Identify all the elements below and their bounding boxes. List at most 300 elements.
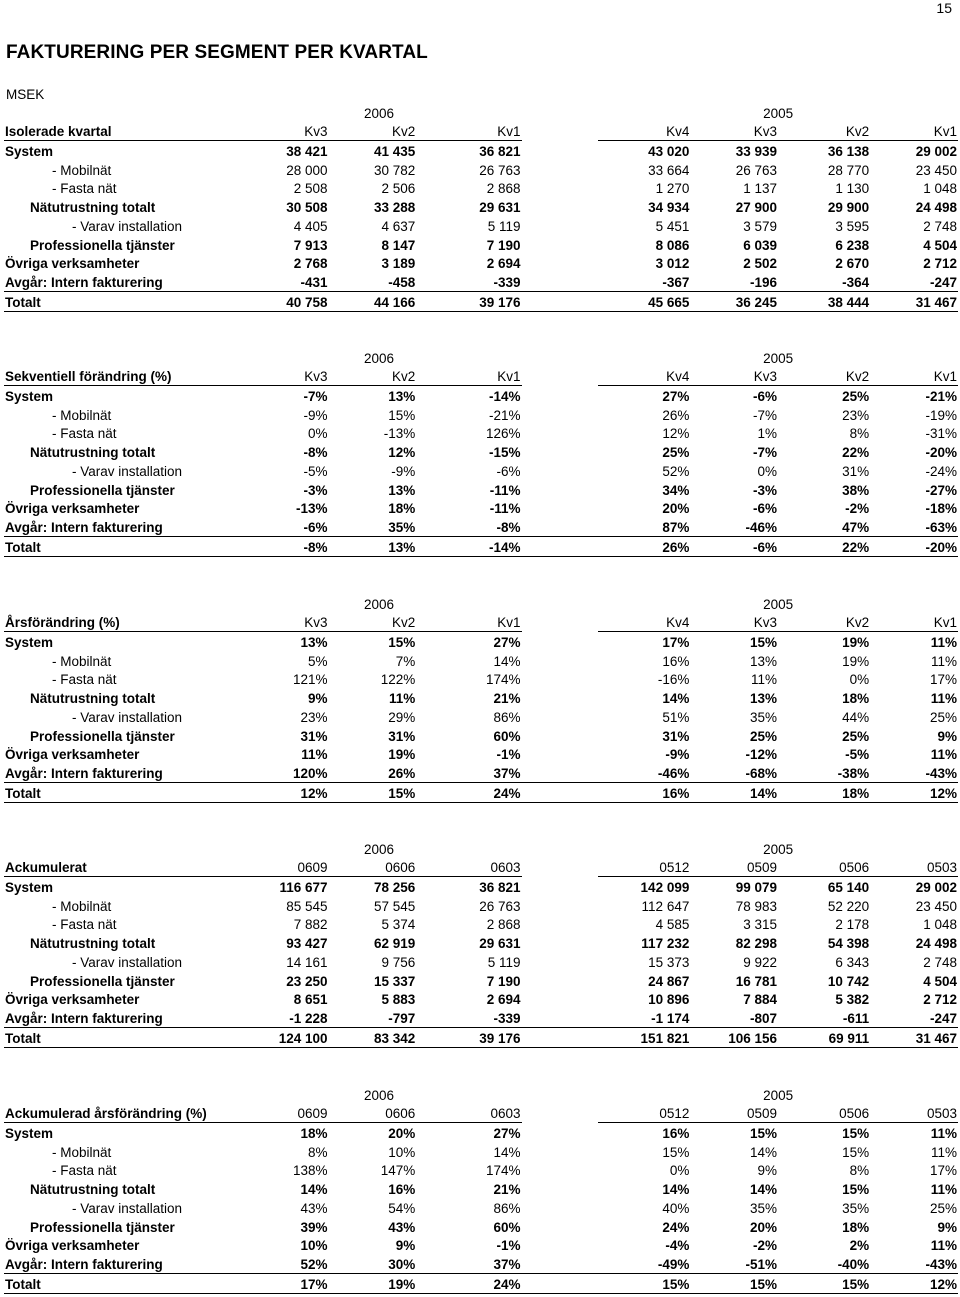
table-row	[4, 179, 958, 198]
row-gap	[522, 291, 599, 311]
column-header: Kv3	[690, 367, 778, 386]
row-gap	[522, 1142, 599, 1161]
row-gap	[522, 782, 599, 802]
row-value: 14 161	[286, 954, 328, 970]
row-value: 3 579	[743, 218, 778, 234]
row-value: 12%	[236, 782, 328, 802]
row-value: 21%	[493, 691, 521, 707]
row-value: 18%	[388, 501, 416, 517]
row-value: 117 232	[641, 936, 690, 952]
row-value: -49%	[657, 1256, 690, 1272]
header-label: Isolerade kvartal	[4, 122, 236, 141]
row-gap	[522, 141, 599, 160]
row-value: 3 315	[743, 917, 778, 933]
row-value: 15%	[842, 1126, 870, 1142]
row-gap	[522, 670, 599, 689]
row-value: 26 763	[479, 162, 521, 178]
row-value: -3%	[753, 482, 778, 498]
row-value: -2%	[845, 501, 870, 517]
row-value: 17%	[929, 1163, 957, 1179]
column-header: Kv3	[236, 613, 328, 632]
row-value: 13%	[329, 536, 417, 556]
row-value: 9%	[937, 728, 957, 744]
row-value: -40%	[837, 1256, 870, 1272]
row-value: 124 100	[236, 1027, 328, 1047]
row-value: 25%	[750, 728, 778, 744]
row-gap	[522, 254, 599, 273]
row-value: 41 435	[373, 144, 416, 160]
row-value: 120%	[293, 765, 328, 781]
row-value: -14%	[489, 389, 521, 405]
table-row	[4, 461, 958, 480]
column-header: Kv1	[416, 122, 521, 141]
row-value: 86%	[493, 1200, 521, 1216]
row-value: 16%	[598, 782, 690, 802]
row-value: 2 868	[486, 917, 521, 933]
row-value: 15%	[598, 1273, 690, 1293]
row-value: 4 504	[923, 237, 957, 253]
row-value: -1%	[496, 1238, 521, 1254]
row-value: 15%	[388, 407, 416, 423]
column-header: 0606	[329, 1104, 417, 1123]
row-gap	[522, 707, 599, 726]
table-isolerade	[4, 103, 958, 312]
row-value: 27%	[493, 1126, 521, 1142]
row-gap	[522, 216, 599, 235]
row-value: 78 983	[735, 898, 778, 914]
row-label: System	[5, 880, 54, 896]
row-gap	[522, 952, 599, 971]
row-value: 43 020	[648, 144, 690, 160]
row-value: -15%	[489, 445, 521, 461]
row-label: Professionella tjänster	[30, 728, 175, 744]
row-value: -6%	[753, 389, 778, 405]
row-value: 2 748	[923, 954, 957, 970]
row-gap	[522, 272, 599, 291]
table-row	[4, 499, 958, 518]
row-value: -7%	[753, 445, 778, 461]
row-label: Nätutrustning totalt	[30, 1182, 156, 1198]
row-value: 31 467	[870, 1027, 958, 1047]
row-value: 47%	[842, 519, 870, 535]
table-row	[4, 915, 958, 934]
row-gap	[522, 1273, 599, 1293]
year-label-2006: 2006	[363, 105, 394, 121]
row-value: -3%	[303, 482, 328, 498]
row-value: 1 270	[655, 181, 690, 197]
row-label: Avgår: Intern fakturering	[5, 1010, 163, 1026]
row-value: 26 763	[479, 898, 521, 914]
row-value: 29 002	[915, 880, 957, 896]
column-header: Kv4	[598, 122, 690, 141]
row-value: -8%	[496, 519, 521, 535]
row-label: - Fasta nät	[52, 917, 117, 933]
row-value: 11%	[930, 1144, 957, 1160]
row-value: 15 373	[648, 954, 690, 970]
table-row	[4, 405, 958, 424]
row-label: System	[5, 389, 54, 405]
row-label: - Varav installation	[72, 218, 183, 234]
row-value: 82 298	[735, 936, 778, 952]
row-gap	[522, 933, 599, 952]
row-value: 39 176	[416, 291, 521, 311]
row-value: 3 012	[655, 256, 690, 272]
row-value: 5 883	[381, 992, 416, 1008]
row-label: - Fasta nät	[52, 1163, 117, 1179]
row-value: 11%	[751, 672, 778, 688]
row-value: -7%	[303, 389, 328, 405]
row-gap	[522, 1123, 599, 1142]
row-value: 14%	[493, 653, 521, 669]
row-value: 22%	[778, 536, 870, 556]
row-label: System	[5, 1126, 54, 1142]
row-value: 19%	[329, 1273, 417, 1293]
row-value: 24%	[662, 1219, 690, 1235]
row-gap	[522, 1027, 599, 1047]
column-header: Kv4	[598, 613, 690, 632]
column-header: Kv1	[870, 613, 958, 632]
row-value: 26%	[662, 407, 690, 423]
row-value: 8 651	[293, 992, 328, 1008]
row-value: 43%	[300, 1200, 328, 1216]
row-label: Avgår: Intern fakturering	[5, 1256, 163, 1272]
row-gap	[522, 1008, 599, 1027]
table-row	[4, 141, 958, 160]
row-value: -2%	[753, 1238, 778, 1254]
row-gap	[522, 745, 599, 764]
column-header: 0509	[690, 1104, 778, 1123]
row-value: 17%	[236, 1273, 328, 1293]
column-header: Kv1	[870, 122, 958, 141]
row-label: - Varav installation	[72, 1200, 183, 1216]
row-label: - Fasta nät	[52, 426, 117, 442]
row-value: 126%	[485, 426, 521, 442]
row-value: 5 374	[381, 917, 416, 933]
row-value: 60%	[493, 1219, 521, 1235]
row-value: 8%	[849, 1163, 870, 1179]
row-label: Övriga verksamheter	[5, 1238, 140, 1254]
row-value: 38 444	[778, 291, 870, 311]
row-value: 31%	[662, 728, 690, 744]
row-label: Professionella tjänster	[30, 482, 175, 498]
year-gap	[522, 348, 599, 367]
row-value: 5%	[308, 653, 328, 669]
header-gap	[522, 613, 599, 632]
row-value: -367	[662, 274, 690, 290]
row-value: -9%	[665, 747, 690, 763]
column-header: Kv2	[329, 367, 417, 386]
row-value: -19%	[925, 407, 957, 423]
row-value: -247	[929, 274, 957, 290]
row-value: 2 502	[743, 256, 778, 272]
column-header: 0603	[416, 1104, 521, 1123]
row-value: -68%	[745, 765, 778, 781]
year-spacer	[4, 594, 236, 613]
row-gap	[522, 179, 599, 198]
table-row	[4, 480, 958, 499]
row-value: 26 763	[735, 162, 778, 178]
row-value: 12%	[388, 445, 416, 461]
row-value: 36 821	[479, 144, 521, 160]
row-value: 10%	[300, 1238, 328, 1254]
row-gap	[522, 197, 599, 216]
row-value: -24%	[925, 463, 957, 479]
row-value: 31%	[842, 463, 870, 479]
row-value: 14%	[750, 1182, 778, 1198]
year-gap	[522, 1085, 599, 1104]
row-value: 43%	[388, 1219, 416, 1235]
table-row	[4, 197, 958, 216]
row-value: 11%	[930, 747, 957, 763]
table-ack-arsforandring	[4, 1085, 958, 1294]
row-value: 151 821	[598, 1027, 690, 1047]
row-value: 16%	[662, 1126, 690, 1142]
row-value: 0%	[849, 672, 870, 688]
table-row	[4, 1217, 958, 1236]
table-row	[4, 1027, 958, 1047]
row-label: Totalt	[4, 1027, 236, 1047]
row-value: 44 166	[329, 291, 417, 311]
row-value: -43%	[925, 765, 957, 781]
row-label: - Fasta nät	[52, 672, 117, 688]
row-value: 21%	[493, 1182, 521, 1198]
row-value: 40 758	[236, 291, 328, 311]
row-value: 18%	[300, 1126, 328, 1142]
row-value: -21%	[489, 407, 521, 423]
row-value: 11%	[388, 691, 416, 707]
row-value: -9%	[303, 407, 328, 423]
row-gap	[522, 688, 599, 707]
year-label-2006: 2006	[363, 841, 394, 857]
row-gap	[522, 160, 599, 179]
table-row	[4, 1273, 958, 1293]
row-value: 5 119	[487, 218, 521, 234]
row-value: 6 238	[835, 237, 870, 253]
table-row	[4, 933, 958, 952]
row-value: 17%	[929, 672, 957, 688]
row-value: 5 451	[655, 218, 690, 234]
row-value: 37%	[493, 1256, 521, 1272]
table-row	[4, 1008, 958, 1027]
row-value: -13%	[296, 501, 328, 517]
column-header: 0512	[598, 1104, 690, 1123]
table-row	[4, 782, 958, 802]
table-row	[4, 272, 958, 291]
column-header: Kv2	[778, 122, 870, 141]
row-gap	[522, 386, 599, 405]
table-row	[4, 1236, 958, 1255]
header-label: Ackumulerat	[4, 858, 236, 877]
row-value: 15%	[842, 1182, 870, 1198]
row-value: 1 048	[923, 181, 957, 197]
row-value: 23 450	[915, 162, 957, 178]
row-value: 29%	[388, 709, 416, 725]
column-header: Kv1	[416, 613, 521, 632]
row-gap	[522, 235, 599, 254]
row-value: 31%	[388, 728, 416, 744]
row-value: 2 508	[293, 181, 328, 197]
row-value: 116 677	[279, 880, 328, 896]
row-gap	[522, 461, 599, 480]
year-label-2005: 2005	[763, 105, 794, 121]
table-row	[4, 726, 958, 745]
row-gap	[522, 896, 599, 915]
year-spacer	[4, 348, 236, 367]
row-value: 12%	[870, 1273, 958, 1293]
table-row	[4, 651, 958, 670]
row-gap	[522, 1198, 599, 1217]
row-value: 2 178	[835, 917, 870, 933]
row-value: -1 174	[651, 1010, 690, 1026]
row-value: -5%	[303, 463, 328, 479]
row-value: 2 748	[923, 218, 957, 234]
row-value: 40%	[662, 1200, 690, 1216]
row-value: 51%	[662, 709, 690, 725]
row-value: 52%	[300, 1256, 328, 1272]
column-header: 0503	[870, 858, 958, 877]
year-label-2006: 2006	[363, 1087, 394, 1103]
header-row	[4, 122, 958, 141]
row-value: 2 694	[486, 256, 521, 272]
row-value: 15%	[750, 635, 778, 651]
row-value: -18%	[925, 501, 957, 517]
row-value: 7 190	[486, 237, 521, 253]
row-value: 138%	[293, 1163, 328, 1179]
row-value: 15%	[778, 1273, 870, 1293]
row-label: - Mobilnät	[52, 898, 112, 914]
row-label: - Mobilnät	[52, 162, 112, 178]
row-value: -797	[388, 1010, 416, 1026]
row-value: 23 250	[286, 973, 328, 989]
header-label: Årsförändring (%)	[4, 613, 236, 632]
row-value: 20%	[388, 1126, 416, 1142]
row-value: 27%	[662, 389, 690, 405]
row-value: 16%	[662, 653, 690, 669]
row-value: 54%	[388, 1200, 416, 1216]
row-label: Nätutrustning totalt	[30, 200, 156, 216]
row-value: 78 256	[373, 880, 416, 896]
row-value: 2 506	[381, 181, 416, 197]
row-value: 30%	[388, 1256, 416, 1272]
row-label: System	[5, 635, 54, 651]
row-value: 8 147	[381, 237, 416, 253]
table-row	[4, 216, 958, 235]
row-value: 0%	[669, 1163, 690, 1179]
row-value: 12%	[870, 782, 958, 802]
header-row	[4, 367, 958, 386]
row-value: -7%	[753, 407, 778, 423]
row-value: 2 868	[486, 181, 521, 197]
table-row	[4, 254, 958, 273]
row-label: - Varav installation	[72, 954, 183, 970]
row-value: 15%	[662, 1144, 690, 1160]
column-header: 0509	[690, 858, 778, 877]
year-row	[4, 839, 958, 858]
row-gap	[522, 1254, 599, 1273]
row-value: 10 742	[827, 973, 870, 989]
row-value: 25%	[842, 389, 870, 405]
row-value: 2 768	[293, 256, 328, 272]
row-value: 1 048	[923, 917, 957, 933]
column-header: 0609	[236, 858, 328, 877]
row-value: 0%	[308, 426, 328, 442]
year-spacer	[4, 839, 236, 858]
row-value: 16%	[388, 1182, 416, 1198]
row-value: -339	[493, 274, 521, 290]
row-label: Totalt	[4, 1273, 236, 1293]
row-value: -63%	[925, 519, 957, 535]
row-value: 25%	[929, 1200, 957, 1216]
row-value: 5 119	[487, 954, 521, 970]
row-value: -11%	[489, 482, 521, 498]
row-value: 0%	[757, 463, 778, 479]
row-value: 25%	[929, 709, 957, 725]
row-value: 2 712	[923, 256, 957, 272]
row-gap	[522, 1161, 599, 1180]
table-row	[4, 896, 958, 915]
row-value: -8%	[303, 445, 328, 461]
table-row	[4, 442, 958, 461]
column-header: Kv3	[236, 367, 328, 386]
row-value: 29 631	[479, 200, 521, 216]
row-value: 24 867	[648, 973, 690, 989]
row-value: 22%	[842, 445, 870, 461]
column-header: 0609	[236, 1104, 328, 1123]
row-value: 29 900	[827, 200, 870, 216]
year-label-2006: 2006	[363, 350, 394, 366]
row-label: - Varav installation	[72, 463, 183, 479]
column-header: Kv2	[778, 367, 870, 386]
header-label: Sekventiell förändring (%)	[4, 367, 236, 386]
row-value: 28 000	[286, 162, 328, 178]
table-row	[4, 632, 958, 651]
row-value: 36 821	[479, 880, 521, 896]
year-spacer	[4, 103, 236, 122]
table-row	[4, 1123, 958, 1142]
row-value: 33 939	[735, 144, 778, 160]
table-row	[4, 1161, 958, 1180]
row-label: - Fasta nät	[52, 181, 117, 197]
row-value: 2 712	[923, 992, 957, 1008]
row-value: 2%	[849, 1238, 870, 1254]
table-row	[4, 160, 958, 179]
row-value: 34 934	[648, 200, 690, 216]
row-value: 24%	[416, 782, 521, 802]
row-value: 10 896	[648, 992, 690, 1008]
year-spacer	[4, 1085, 236, 1104]
row-value: 9%	[757, 1163, 778, 1179]
row-value: 1%	[757, 426, 778, 442]
row-value: 147%	[380, 1163, 416, 1179]
row-value: 4 504	[923, 973, 957, 989]
row-value: 31 467	[870, 291, 958, 311]
row-value: 85 545	[286, 898, 328, 914]
row-value: 8%	[308, 1144, 328, 1160]
row-value: -20%	[870, 536, 958, 556]
row-gap	[522, 915, 599, 934]
row-value: -31%	[925, 426, 957, 442]
column-header: Kv2	[778, 613, 870, 632]
column-header: 0503	[870, 1104, 958, 1123]
header-gap	[522, 858, 599, 877]
row-label: Övriga verksamheter	[5, 501, 140, 517]
row-value: 87%	[662, 519, 690, 535]
row-value: 23 450	[915, 898, 957, 914]
row-gap	[522, 877, 599, 896]
row-value: -9%	[391, 463, 416, 479]
row-value: 9%	[308, 691, 328, 707]
row-value: -196	[750, 274, 778, 290]
